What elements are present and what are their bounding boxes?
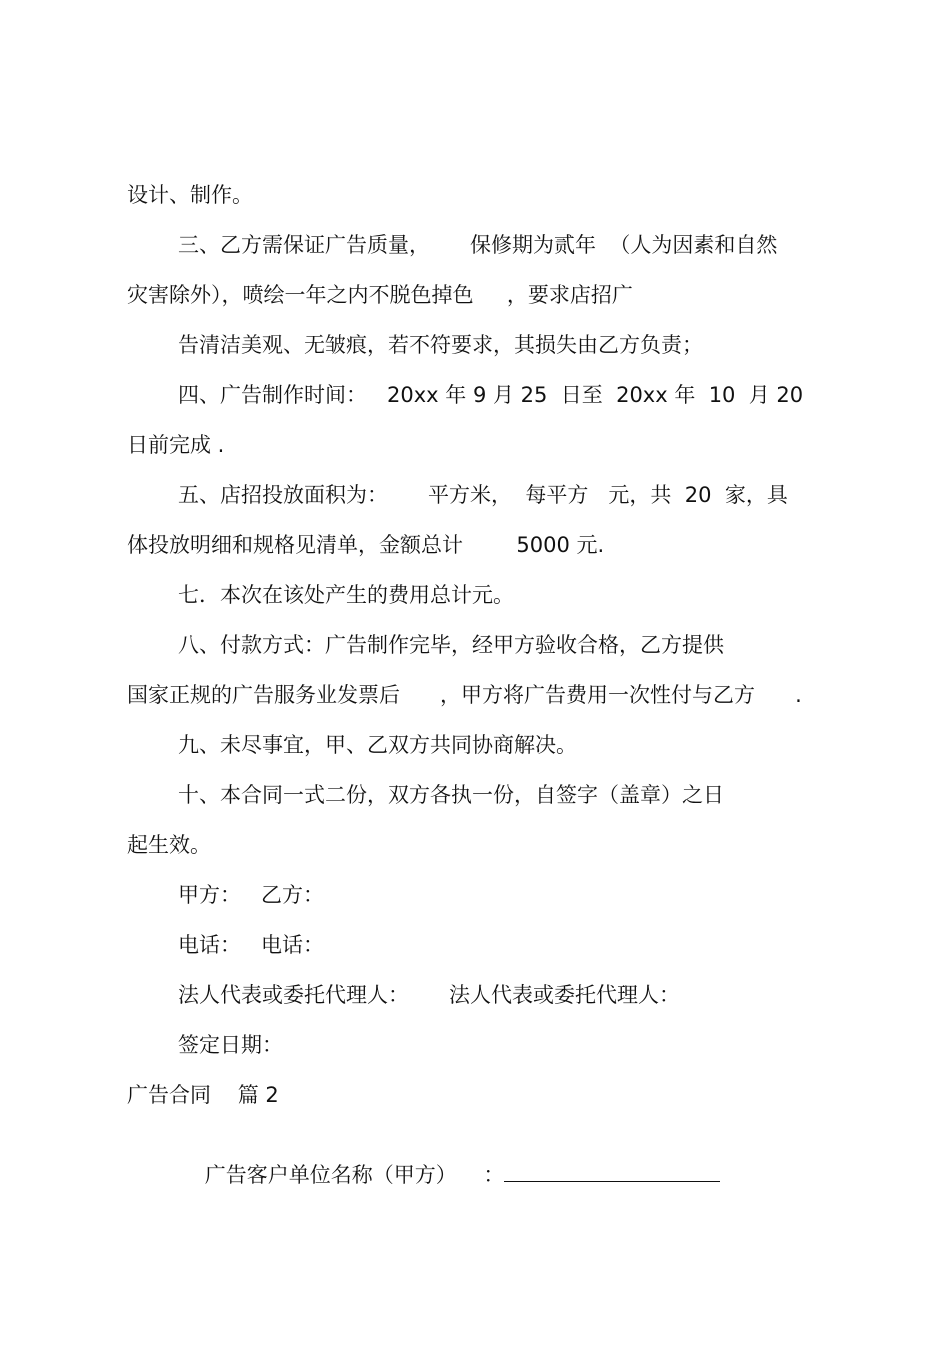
text-line-18: 签定日期：: [178, 1033, 283, 1057]
text-line-14: 起生效。: [127, 833, 211, 857]
text-line-9: 七．本次在该处产生的费用总计元。: [178, 583, 514, 607]
text-line-6: 日前完成 .: [127, 433, 225, 457]
client-name-blank: [504, 1159, 720, 1182]
text-line-15: 甲方： 乙方：: [178, 883, 325, 907]
section-heading: 广告合同 篇 2: [127, 1083, 279, 1107]
text-line-13: 十、本合同一式二份，双方各执一份，自签字（盖章）之日: [178, 783, 724, 807]
text-line-8: 体投放明细和规格见清单，金额总计 5000 元.: [127, 533, 605, 557]
text-line-3: 灾害除外），喷绘一年之内不脱色掉色 ，要求店招广: [127, 283, 633, 307]
text-line-7: 五、店招投放面积为： 平方米， 每平方 元，共 20 家，具: [178, 483, 788, 507]
client-name-label: 广告客户单位名称（甲方） ：: [204, 1163, 505, 1187]
text-line-11: 国家正规的广告服务业发票后 ，甲方将广告费用一次性付与乙方 .: [127, 683, 802, 707]
text-line-10: 八、付款方式：广告制作完毕，经甲方验收合格，乙方提供: [178, 633, 724, 657]
text-line-5: 四、广告制作时间： 20xx 年 9 月 25 日至 20xx 年 10 月 20: [178, 383, 804, 407]
text-line-4: 告清洁美观、无皱痕，若不符要求，其损失由乙方负责；: [178, 333, 703, 357]
text-line-17: 法人代表或委托代理人： 法人代表或委托代理人：: [178, 983, 681, 1007]
text-line-2: 三、乙方需保证广告质量， 保修期为贰年 （人为因素和自然: [178, 233, 778, 257]
text-line-12: 九、未尽事宜，甲、乙双方共同协商解决。: [178, 733, 577, 757]
text-line-1: 设计、制作。: [127, 183, 253, 207]
text-line-20: [178, 1131, 720, 1187]
text-line-16: 电话： 电话：: [178, 933, 325, 957]
